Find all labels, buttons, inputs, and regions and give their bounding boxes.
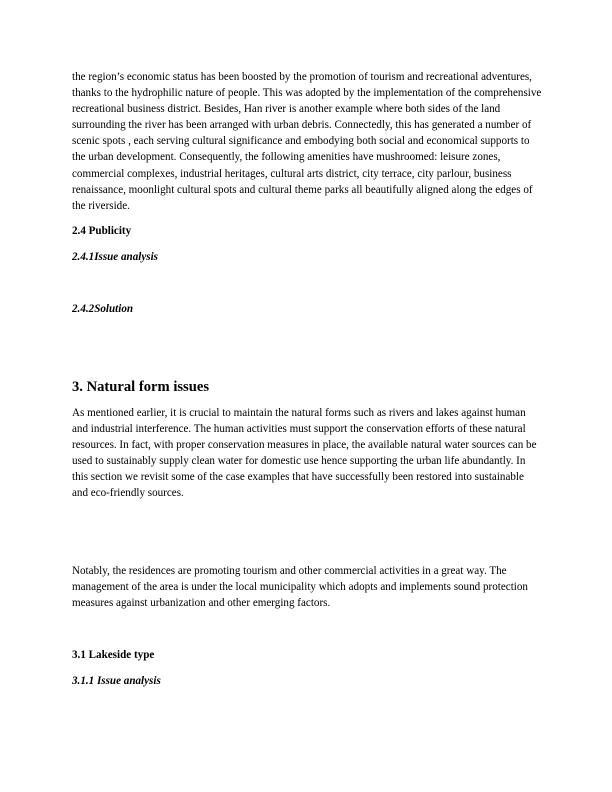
section-heading-natural-form-issues: 3. Natural form issues xyxy=(72,379,210,395)
notably-paragraph: Notably, the residences are promoting tourism and other commercial activities in a great way. The management of the area is under the local municipality which adopts and implements sound protection measures against urbanization and other emerging factors. xyxy=(72,565,528,610)
section-heading-lakeside-type: 3.1 Lakeside type xyxy=(72,649,155,661)
subsection-heading-issue-analysis: 2.4.1Issue analysis xyxy=(72,251,158,263)
section-heading-publicity: 2.4 Publicity xyxy=(72,225,132,237)
subsection-heading-solution: 2.4.2Solution xyxy=(72,303,134,315)
natural-form-paragraph: As mentioned earlier, it is crucial to maintain the natural forms such as rivers and lakes against human and industrial interference. The human activities must support the conservation efforts of these natural resources. In fact, with proper conservation measures in place, the available natural water sources can be used to sustainably supply clean water for domestic use hence supporting the urban life abundantly. In this section we revisit some of the case examples that have successfully been restored into sustainable and eco-friendly sources. xyxy=(72,407,537,500)
intro-paragraph: the region’s economic status has been boosted by the promotion of tourism and recreational adventures, thanks to the hydrophilic nature of people. This was adopted by the implementation of the comprehensive recreational business district. Besides, Han river is another example where both sides of the land surrounding the river has been arranged with urban debris. Connectedly, this has generated a number of scenic spots , each serving cultural significance and embodying both social and economical supports to the urban development. Consequently, the following amenities have mushroomed: leisure zones, commercial complexes, industrial heritages, cultural arts district, city terrace, city parlour, business renaissance, moonlight cultural spots and cultural theme parks all beautifully aligned along the edges of the riverside. xyxy=(72,71,542,212)
subsection-heading-lakeside-issue-analysis: 3.1.1 Issue analysis xyxy=(72,675,161,687)
